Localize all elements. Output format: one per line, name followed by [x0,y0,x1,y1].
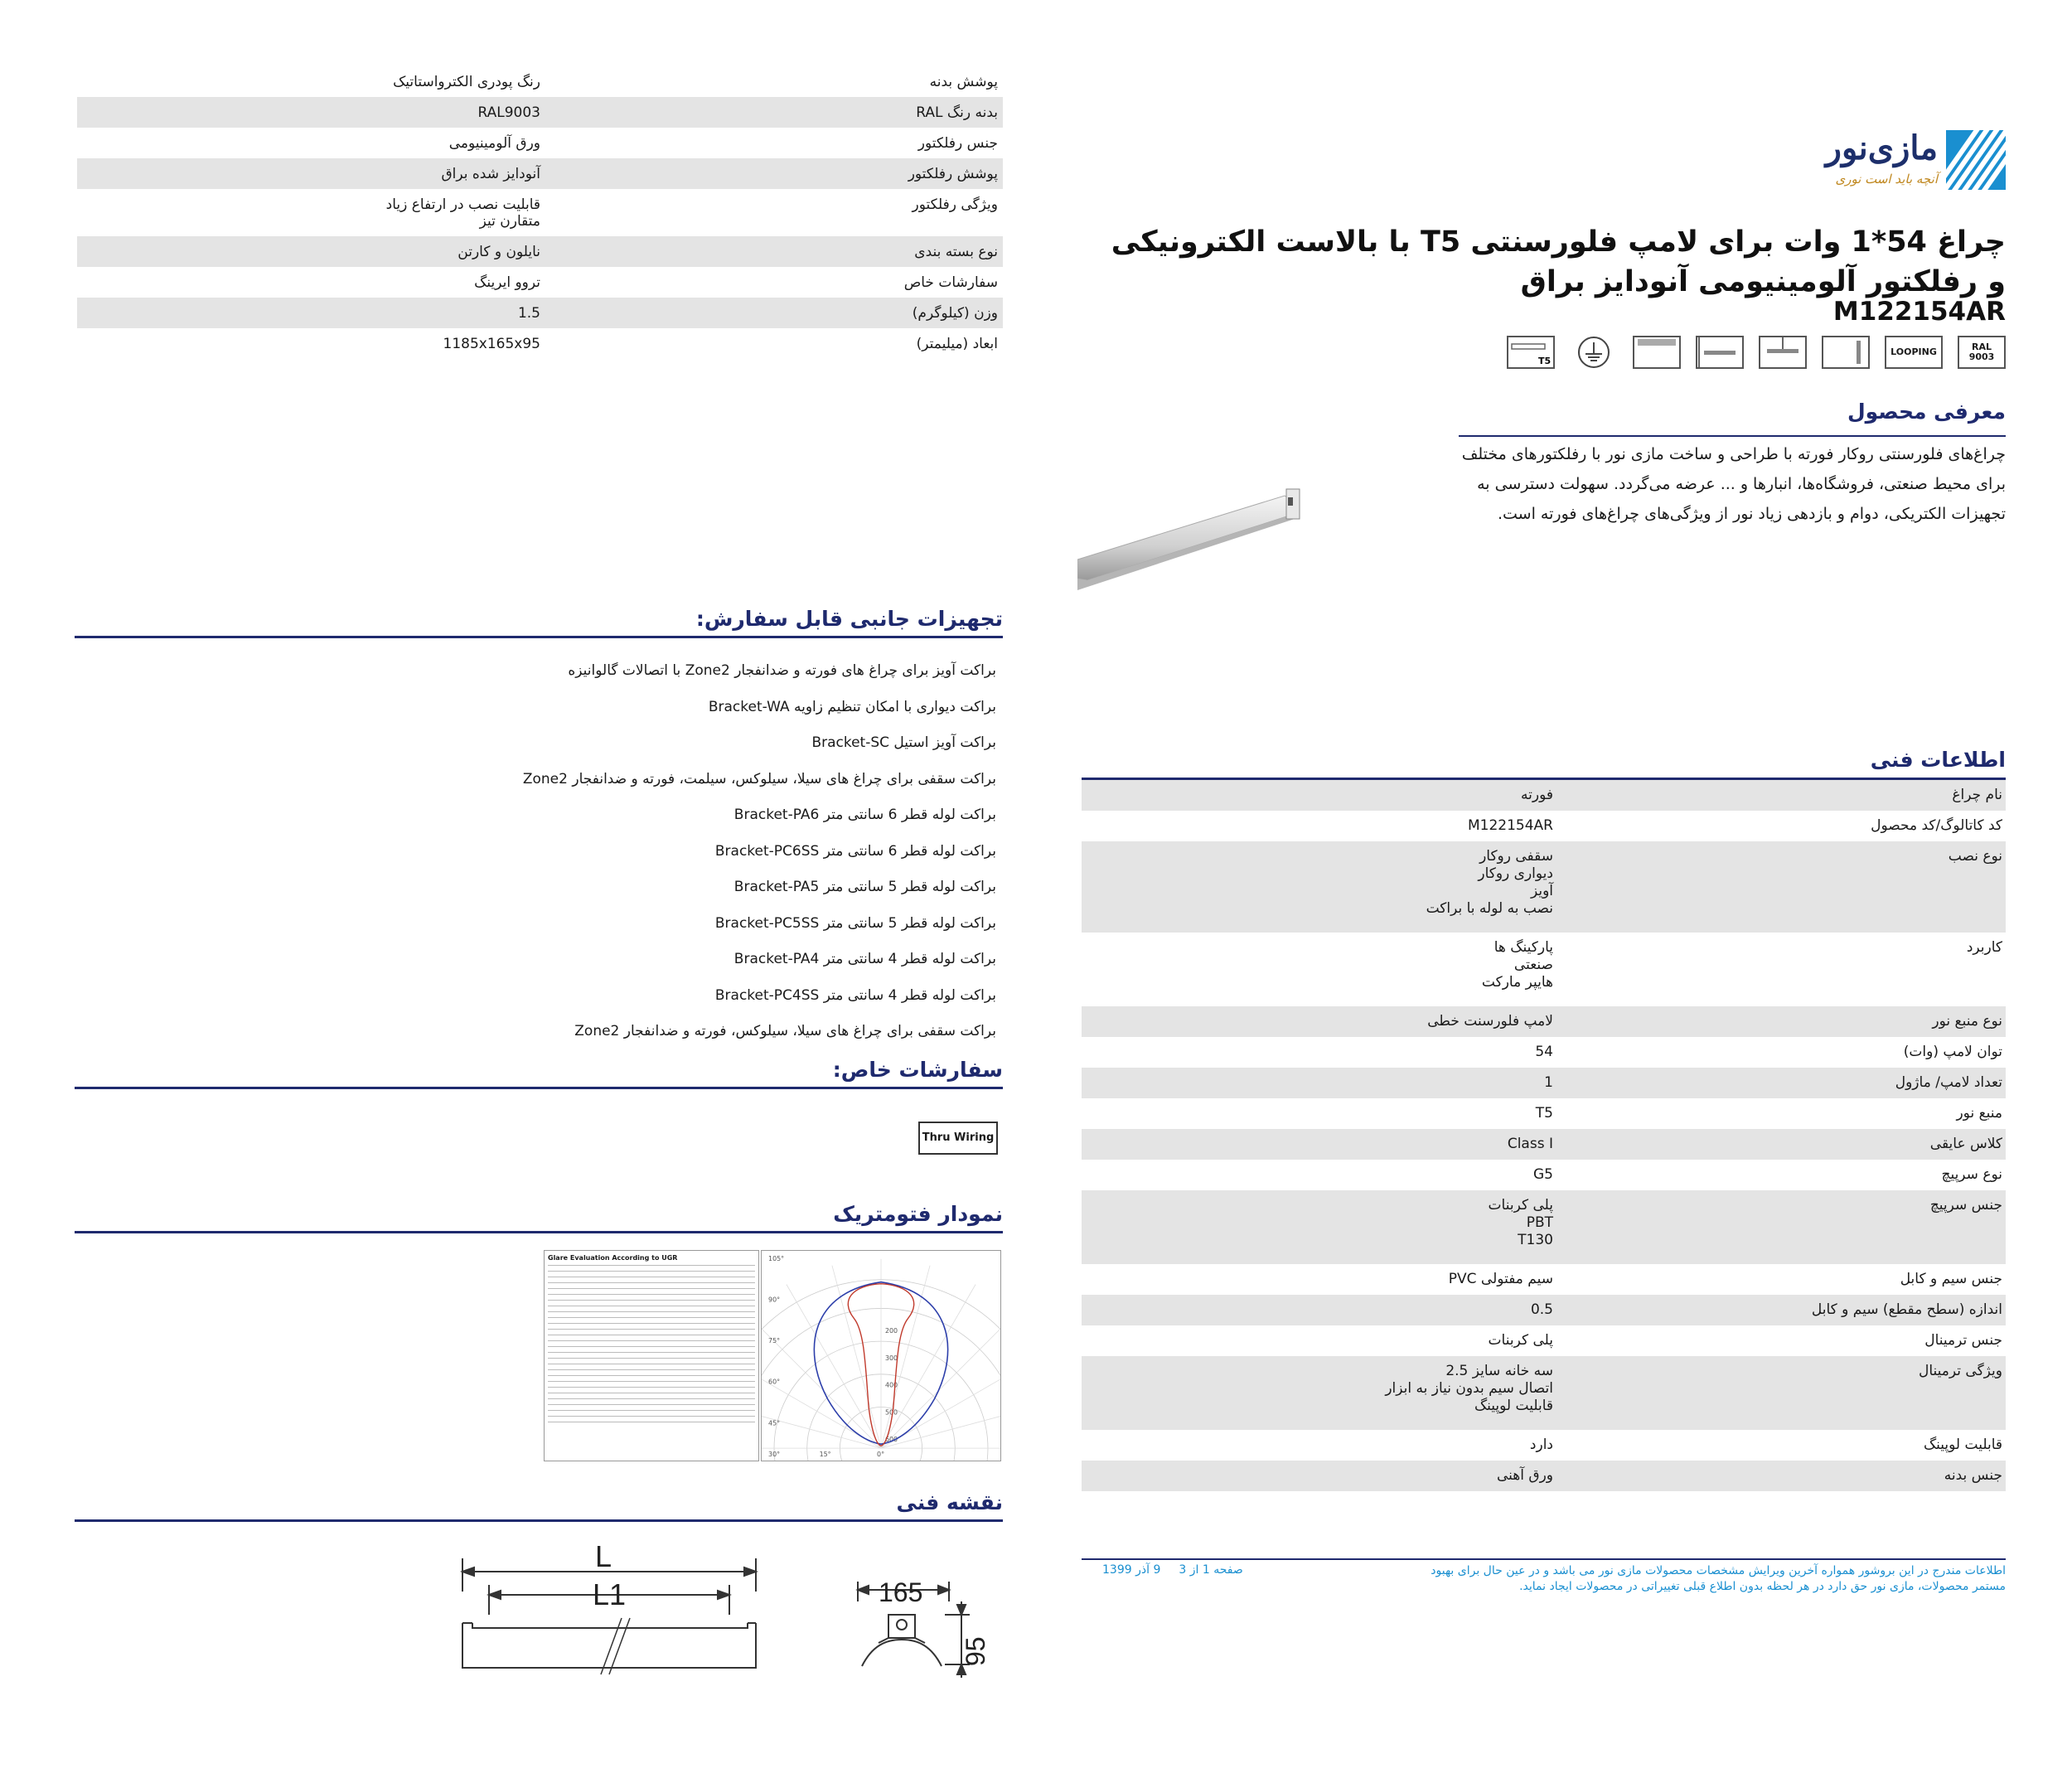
polar-tick-labels [768,1255,898,1458]
polar-radial-label: 600 [884,1436,898,1444]
table-row [1082,1037,2006,1068]
row-key: توان لامپ (وات) [1903,1044,2002,1060]
row-value-line: رنگ پودری الکترواستاتیک [393,74,540,90]
publish-date: 9 آذر 1399 [1102,1563,1161,1577]
dim-label-width: 165 [879,1577,923,1607]
row-key: نوع منبع نور [1558,1006,2006,1037]
table-row [1082,1325,2006,1356]
row-value-line: سه خانه سایز 2.5 [1445,1363,1553,1379]
row-value-line: T5 [1535,1105,1553,1122]
polar-angle-label: 15° [819,1451,831,1459]
row-value-line: فورته [1521,787,1553,803]
table-row [1082,841,2006,933]
ugr-table-image [544,1250,759,1461]
list-item: براکت لوله قطر 4 سانتی متر Bracket-PC4SS [714,986,996,1004]
table-row [1082,1190,2006,1264]
product-code: M122154AR [1832,297,2006,327]
logo-wordmark: مازی‌نور [1825,128,1938,167]
special-orders-divider [75,1087,1003,1089]
ugr-grid-line [548,1410,755,1411]
wall-mount-icon [1696,336,1744,369]
row-value [1082,1325,1558,1356]
row-value-line: صنعتی [1513,957,1553,973]
drawing-title: نقشه فنی [896,1490,1003,1514]
accessories-list [167,653,996,1050]
row-value [77,128,545,158]
row-key: قابلیت لوپینگ [1923,1437,2002,1453]
looping-label: LOOPING [1890,346,1937,357]
row-value-line: سقفی روکار [1479,848,1553,865]
polar-spoke [832,1266,881,1448]
page-number: صفحه 1 از 3 [1179,1563,1243,1577]
logo-mark-icon [1946,130,2006,190]
table-row [77,328,1003,359]
row-key: اندازه (سطح مقطع) سیم و کابل [1558,1295,2006,1325]
feature-icon-row [1507,336,2006,369]
row-value-line: 1 [1544,1074,1553,1091]
polar-radial-label: 300 [884,1354,898,1362]
table-row [1082,1430,2006,1461]
table-row [77,158,1003,189]
surface-mount-icon [1633,336,1681,369]
row-value-line: پارکینگ ها [1493,939,1553,956]
row-key: کد کاتالوگ/کد محصول [1871,817,2002,834]
polar-angle-label: 0° [877,1451,885,1459]
footer-note: اطلاعات مندرج در این بروشور همواره آخرین ویرایش مشخصات محصولات مازی نور می باشد و در عین حال برای بهبود مستمر محصولات، مازی نور حق دارد در هر لحظه بدون اطلاع قبلی تغییراتی در محصولات ایجاد نماید. [1431,1564,2006,1593]
ugr-grid-line [548,1340,755,1341]
row-value [1082,1068,1558,1098]
row-key: کلاس عایقی [1558,1129,2006,1160]
row-value [1082,1356,1558,1430]
ugr-grid-line [548,1398,755,1399]
list-item: براکت لوله قطر 6 سانتی متر Bracket-PC6SS [714,842,996,860]
polar-radial-label: 200 [884,1327,898,1335]
t5-label: T5 [1538,356,1552,366]
row-value [1082,1037,1558,1068]
row-value [77,267,545,298]
looping-icon [1885,336,1943,369]
row-key: ویژگی رفلکتور [912,196,998,213]
row-value-line: هایپر مارکت [1481,974,1553,991]
row-value-line: ورق آهنی [1497,1467,1553,1484]
row-value-line: 1.5 [517,305,540,322]
row-value-line: PBT [1526,1214,1553,1231]
list-item: براکت سقفی برای چراغ های سیلا، سیلوکس، سیلمت، فورته و ضدانفجار Zone2 [522,770,996,787]
row-value-line: قابلیت لوپینگ [1474,1398,1553,1414]
technical-title: اطلاعات فنی [1870,748,2006,772]
row-value [1082,841,1558,933]
ugr-table-grid [545,1265,758,1422]
ugr-grid-line [548,1282,755,1283]
ugr-grid-line [548,1300,755,1301]
row-value-line: سیم مفتولی PVC [1448,1271,1553,1287]
ugr-grid-line [548,1329,755,1330]
ral-label: RAL 9003 [1968,342,1995,362]
intro-title: معرفی محصول [1847,400,2006,424]
ugr-grid-line [548,1381,755,1382]
row-value [1082,1264,1558,1295]
row-value [1082,1190,1558,1264]
polar-diagram [761,1250,1001,1461]
row-value [1082,1006,1558,1037]
photometric-title: نمودار فتومتریک [833,1202,1003,1226]
row-value-line: متقارن تیز [479,213,540,230]
row-key: نوع سرپیچ [1941,1166,2002,1183]
row-value-line: نصب به لوله با براکت [1426,900,1553,917]
row-value-line: نایلون و کارتن [457,244,540,260]
ugr-grid-line [548,1404,755,1405]
fixture-image [1077,481,1326,613]
row-key: منبع نور [1956,1105,2002,1122]
row-value-line: آویز [1530,883,1553,899]
row-value-line: پلی کربنات [1488,1197,1553,1214]
row-key: سفارشات خاص [903,274,998,291]
accessories-title: تجهیزات جانبی قابل سفارش: [695,607,1003,631]
row-key: جنس سیم و کابل [1900,1271,2002,1287]
row-key: تعداد لامپ/ ماژول [1558,1068,2006,1098]
polar-angle-label: 45° [768,1419,781,1427]
row-key: وزن (کیلوگرم) [545,298,1003,328]
row-value [77,66,545,97]
photometric-divider [75,1231,1003,1233]
ugr-grid-line [548,1317,755,1318]
list-item: براکت آویز برای چراغ های فورته و ضدانفجار Zone2 با اتصالات گالوانیزه [568,662,996,679]
row-value-line: 0.5 [1530,1301,1553,1318]
polar-angle-label: 90° [768,1296,781,1304]
ugr-grid-line [548,1265,755,1266]
ugr-title: Glare Evaluation According to UGR [548,1254,678,1262]
polar-angle-label: 30° [768,1451,781,1459]
polar-angle-label: 105° [768,1254,785,1262]
row-key: ویژگی ترمینال [1558,1356,2006,1430]
row-value-line: دیواری روکار [1478,865,1553,882]
earth-ground-icon [1570,336,1618,369]
row-value-line: 1185x165x95 [443,336,540,352]
polar-spoke [761,1354,881,1448]
row-value [1082,933,1558,1006]
row-key: جنس بدنه [1558,1461,2006,1491]
row-key: جنس ترمینال [1924,1332,2002,1349]
row-key: پوشش بدنه [929,74,998,90]
logo-tagline: آنچه باید است نوری [1835,172,1938,187]
list-item: براکت لوله قطر 5 سانتی متر Bracket-PC5SS [714,914,996,932]
table-row [1082,1461,2006,1491]
row-value-line: اتصال سیم بدون نیاز به ابزار [1385,1380,1553,1397]
table-row [77,267,1003,298]
table-row [1082,933,2006,1006]
ugr-grid-line [548,1346,755,1347]
thru-wiring-badge: Thru Wiring [918,1122,998,1155]
ugr-grid-line [548,1323,755,1324]
row-key: جنس سرپیچ [1558,1190,2006,1264]
row-value [1082,1098,1558,1129]
polar-radial-label: 400 [884,1381,898,1389]
table-row [1082,1006,2006,1037]
spec-table [77,66,1003,359]
table-row [1082,1098,2006,1129]
intro-divider [1459,435,2006,437]
row-key: نام چراغ [1558,780,2006,811]
dim-label-height: 95 [961,1636,990,1666]
row-key: نوع بسته بندی [545,236,1003,267]
table-row [1082,1160,2006,1190]
ugr-grid-line [548,1288,755,1289]
table-row [1082,1129,2006,1160]
table-row [77,128,1003,158]
row-key: کاربرد [1966,939,2002,956]
row-value [1082,811,1558,841]
ugr-grid-line [548,1416,755,1417]
list-item: براکت لوله قطر 4 سانتی متر Bracket-PA4 [733,951,996,967]
row-value-line: پلی کربنات [1488,1332,1553,1349]
row-key: نوع نصب [1558,841,2006,933]
table-row [1082,1068,2006,1098]
row-key: بدنه رنگ RAL [545,97,1003,128]
polar-angle-label: 75° [768,1337,781,1345]
t5-lamp-icon [1507,336,1555,369]
row-value [1082,1129,1558,1160]
table-row [1082,1295,2006,1325]
row-value-line: تروو ایرینگ [474,274,540,291]
footer-divider [1082,1558,2006,1560]
row-value [1082,780,1558,811]
ugr-grid-line [548,1294,755,1295]
row-value [77,298,545,328]
row-value-line: T130 [1518,1232,1553,1248]
row-value [77,97,545,128]
row-key: جنس رفلکتور [917,135,998,152]
list-item: براکت لوله قطر 5 سانتی متر Bracket-PA5 [733,879,996,895]
pipe-mount-icon [1822,336,1870,369]
ugr-grid-line [548,1311,755,1312]
list-item: براکت آویز استیل Bracket-SC [811,734,996,751]
row-value [77,158,545,189]
polar-angle-label: 60° [768,1378,781,1386]
row-value-line: لامپ فلورسنت خطی [1427,1013,1553,1030]
polar-spoke [881,1354,1001,1448]
polar-radial-label: 500 [884,1408,898,1417]
ugr-grid-line [548,1387,755,1388]
row-value-line: 54 [1535,1044,1553,1060]
row-value [77,328,545,359]
row-value [77,236,545,267]
table-row [77,189,1003,236]
dim-label-L: L [595,1542,612,1573]
row-value [1082,1160,1558,1190]
technical-table [1082,780,2006,1491]
accessories-divider [75,636,1003,638]
footer-page-info [1102,1563,1243,1577]
table-row [1082,780,2006,811]
row-value [1082,1461,1558,1491]
ugr-grid-line [548,1271,755,1272]
list-item: براکت دیواری با امکان تنظیم زاویه Bracket-WA [708,698,996,715]
ugr-grid-line [548,1358,755,1359]
table-row [1082,1356,2006,1430]
row-value-line: Class I [1507,1136,1553,1152]
table-row [77,298,1003,328]
intro-body: چراغ‌های فلورسنتی روکار فورته با طراحی و ساخت مازی نور با رفلکتورهای مختلف برای محیط صنعتی، فروشگاه‌ها، انبارها و ... عرضه می‌گردد. سهولت دسترسی به تجهیزات الکتریکی، دوام و بازدهی زیاد نور از ویژگی‌های چراغ‌های فورته است. [1461,445,2006,523]
table-row [77,66,1003,97]
list-item: براکت سقفی برای چراغ های سیلا، سیلوکس، فورته و ضدانفجار Zone2 [574,1023,996,1039]
dim-label-L1: L1 [593,1577,627,1611]
row-value-line: M122154AR [1467,817,1553,834]
row-value-line: دارد [1529,1437,1553,1453]
row-value-line: آنودایز شده براق [441,166,540,182]
table-row [1082,811,2006,841]
special-orders-title: سفارشات خاص: [832,1058,1003,1082]
ugr-grid-line [548,1352,755,1353]
polar-spoke [881,1399,1001,1448]
list-item: براکت لوله قطر 6 سانتی متر Bracket-PA6 [733,807,996,823]
table-row [1082,1264,2006,1295]
row-value-line: قابلیت نصب در ارتفاع زیاد [385,196,540,213]
row-value [1082,1295,1558,1325]
ral-color-icon [1958,336,2006,369]
technical-drawing [448,1542,1011,1708]
row-value-line: ورق آلومینیومی [448,135,540,152]
row-value-line: RAL9003 [477,104,540,121]
table-row [77,236,1003,267]
ugr-grid-line [548,1375,755,1376]
product-title: چراغ 54*1 وات برای لامپ فلورسنتی T5 با بالاست الکترونیکی و رفلکتور آلومینیومی آنودایز براق [1111,225,2006,298]
polar-grid [761,1259,1001,1461]
drawing-divider [75,1519,1003,1522]
pendant-mount-icon [1759,336,1807,369]
table-row [77,97,1003,128]
row-value [1082,1430,1558,1461]
ugr-grid-line [548,1369,755,1370]
row-value [77,189,545,236]
brand-logo [1774,128,2006,199]
row-key: ابعاد (میلیمتر) [916,336,998,352]
row-key: پوشش رفلکتور [545,158,1003,189]
row-value-line: G5 [1533,1166,1553,1183]
